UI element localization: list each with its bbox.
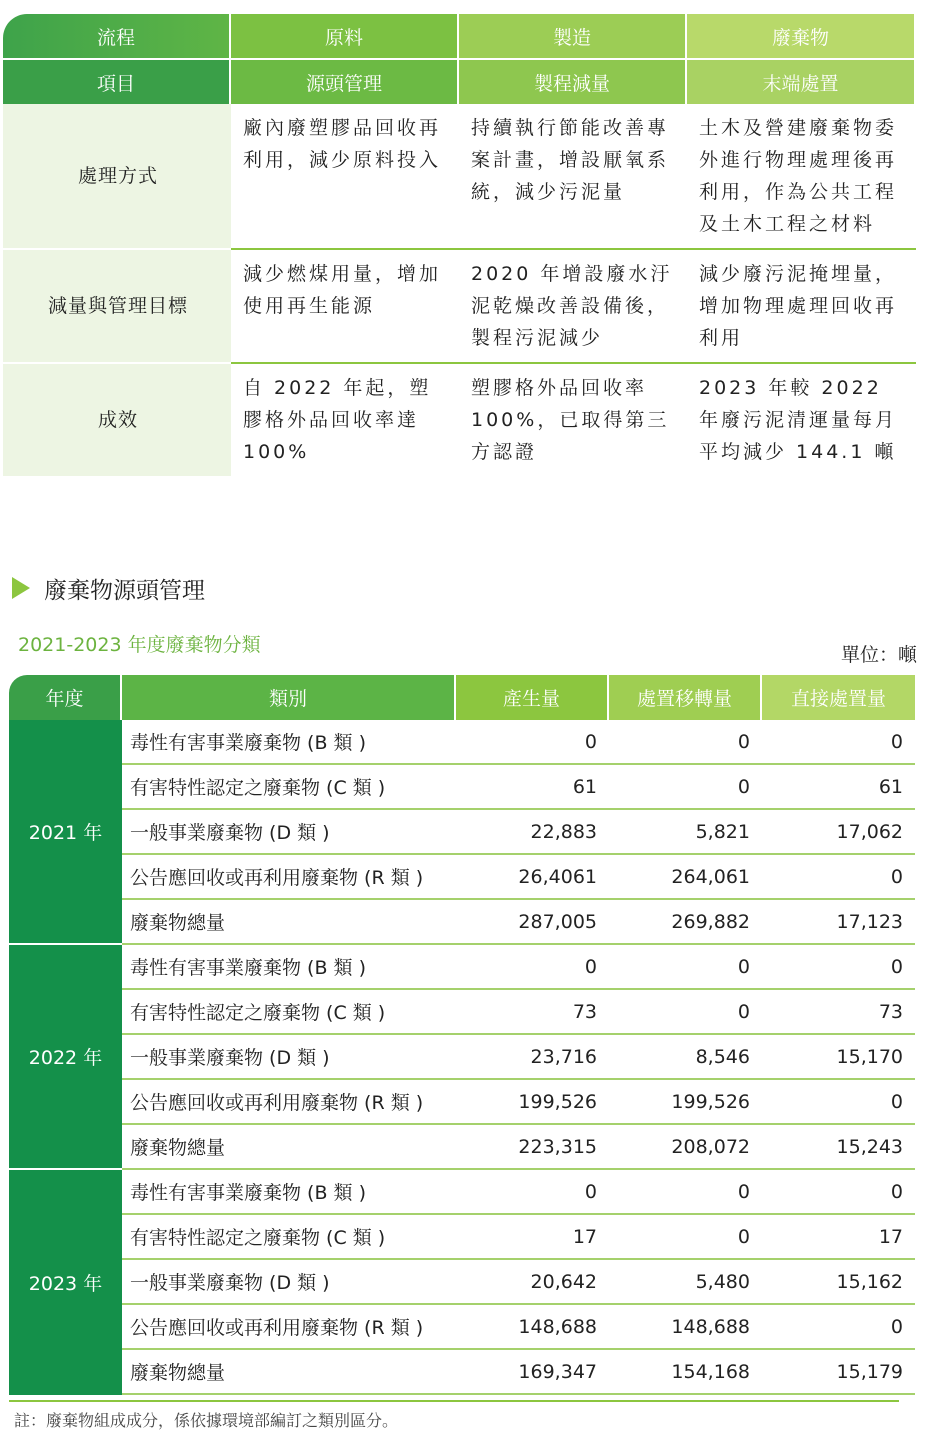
value-cell: 15,179 [762,1350,915,1395]
value-cell: 287,005 [456,900,609,945]
year-cell: 2023 年 [9,1170,122,1395]
table-row [9,1125,915,1170]
process-row [3,104,916,250]
value-cell: 0 [609,990,762,1035]
value-cell: 73 [762,990,915,1035]
value-cell: 8,546 [609,1035,762,1080]
value-cell: 0 [456,720,609,765]
waste-header-cell: 產生量 [456,675,609,720]
value-cell: 269,882 [609,900,762,945]
table-row [9,1215,915,1260]
value-cell: 5,480 [609,1260,762,1305]
value-cell: 23,716 [456,1035,609,1080]
value-cell: 73 [456,990,609,1035]
process-cell: 2023 年較 2022 年廢污泥清運量每月平均減少 144.1 噸 [699,377,898,463]
value-cell: 0 [609,765,762,810]
table-row [9,1035,915,1080]
process-subheader-row [3,58,916,104]
table-row [9,1260,915,1305]
process-header-cell: 流程 [3,14,231,58]
value-cell: 17,123 [762,900,915,945]
waste-header-cell: 處置移轉量 [609,675,762,720]
category-cell: 公告應回收或再利用廢棄物 (R 類 ) [122,1305,456,1350]
waste-header-row [9,675,915,720]
section-title: 廢棄物源頭管理 [44,577,205,604]
category-cell: 公告應回收或再利用廢棄物 (R 類 ) [122,1080,456,1125]
process-cell: 土木及營建廢棄物委外進行物理處理後再利用，作為公共工程及土木工程之材料 [687,104,916,250]
year-cell: 2022 年 [9,945,122,1170]
process-table [3,14,916,476]
process-header-cell: 製造 [459,14,687,58]
waste-header-cell: 年度 [9,675,122,720]
waste-header-cell: 類別 [122,675,456,720]
category-cell: 有害特性認定之廢棄物 (C 類 ) [122,1215,456,1260]
category-cell: 廢棄物總量 [122,900,456,945]
value-cell: 17 [762,1215,915,1260]
value-cell: 61 [456,765,609,810]
value-cell: 169,347 [456,1350,609,1395]
table-row [9,900,915,945]
table-row [9,765,915,810]
category-cell: 一般事業廢棄物 (D 類 ) [122,810,456,855]
waste-header-cell: 直接處置量 [762,675,915,720]
process-subheader-cell: 製程減量 [459,58,687,104]
value-cell: 20,642 [456,1260,609,1305]
process-row-label: 減量與管理目標 [3,250,231,364]
category-cell: 一般事業廢棄物 (D 類 ) [122,1035,456,1080]
process-cell: 廠內廢塑膠品回收再利用，減少原料投入 [231,104,459,250]
waste-table [9,675,915,1395]
value-cell: 15,170 [762,1035,915,1080]
value-cell: 223,315 [456,1125,609,1170]
value-cell: 22,883 [456,810,609,855]
value-cell: 17,062 [762,810,915,855]
process-header-row [3,14,916,58]
footer-divider [9,1400,899,1402]
process-row-label: 成效 [3,364,231,476]
value-cell: 199,526 [456,1080,609,1125]
process-row [3,364,916,476]
waste-table-body [9,720,915,1395]
value-cell: 17 [456,1215,609,1260]
triangle-bullet-icon [12,577,30,599]
process-cell: 減少廢污泥掩埋量，增加物理處理回收再利用 [687,250,916,364]
value-cell: 0 [762,1305,915,1350]
value-cell: 0 [762,720,915,765]
process-header-cell: 廢棄物 [687,14,916,58]
table-row [9,1170,915,1215]
category-cell: 有害特性認定之廢棄物 (C 類 ) [122,990,456,1035]
category-cell: 公告應回收或再利用廢棄物 (R 類 ) [122,855,456,900]
table-row [9,810,915,855]
value-cell: 15,243 [762,1125,915,1170]
category-cell: 毒性有害事業廢棄物 (B 類 ) [122,720,456,765]
process-header-cell: 原料 [231,14,459,58]
value-cell: 61 [762,765,915,810]
category-cell: 有害特性認定之廢棄物 (C 類 ) [122,765,456,810]
value-cell: 0 [762,855,915,900]
footnote: 註：廢棄物組成成分，係依據環境部編訂之類別區分。 [14,1411,399,1430]
table-row [9,720,915,765]
value-cell: 0 [762,945,915,990]
table-row [9,945,915,990]
value-cell: 5,821 [609,810,762,855]
table-row [9,1305,915,1350]
value-cell: 148,688 [456,1305,609,1350]
process-subheader-cell: 項目 [3,58,231,104]
value-cell: 26,4061 [456,855,609,900]
category-cell: 毒性有害事業廢棄物 (B 類 ) [122,1170,456,1215]
value-cell: 0 [456,945,609,990]
value-cell: 0 [609,1170,762,1215]
value-cell: 0 [609,1215,762,1260]
table-row [9,855,915,900]
process-cell: 塑膠格外品回收率 100%，已取得第三方認證 [471,377,670,463]
value-cell: 264,061 [609,855,762,900]
value-cell: 199,526 [609,1080,762,1125]
value-cell: 154,168 [609,1350,762,1395]
value-cell: 208,072 [609,1125,762,1170]
process-cell: 持續執行節能改善專案計畫，增設厭氧系統，減少污泥量 [459,104,687,250]
process-subheader-cell: 源頭管理 [231,58,459,104]
table-row [9,1350,915,1395]
process-cell: 自 2022 年起，塑膠格外品回收率達 100% [243,377,432,463]
process-cell: 2020 年增設廢水汙泥乾燥改善設備後，製程污泥減少 [459,250,687,364]
process-subheader-cell: 末端處置 [687,58,916,104]
category-cell: 廢棄物總量 [122,1125,456,1170]
process-cell: 減少燃煤用量，增加使用再生能源 [231,250,459,364]
value-cell: 0 [762,1170,915,1215]
process-row-label: 處理方式 [3,104,231,250]
table-row [9,1080,915,1125]
category-cell: 一般事業廢棄物 (D 類 ) [122,1260,456,1305]
table-subtitle: 2021-2023 年度廢棄物分類 [18,634,261,656]
process-row [3,250,916,364]
category-cell: 毒性有害事業廢棄物 (B 類 ) [122,945,456,990]
value-cell: 15,162 [762,1260,915,1305]
value-cell: 0 [456,1170,609,1215]
value-cell: 0 [762,1080,915,1125]
section-heading [12,568,205,608]
value-cell: 148,688 [609,1305,762,1350]
unit-label: 單位：噸 [840,644,917,666]
value-cell: 0 [609,720,762,765]
table-row [9,990,915,1035]
value-cell: 0 [609,945,762,990]
category-cell: 廢棄物總量 [122,1350,456,1395]
year-cell: 2021 年 [9,720,122,945]
